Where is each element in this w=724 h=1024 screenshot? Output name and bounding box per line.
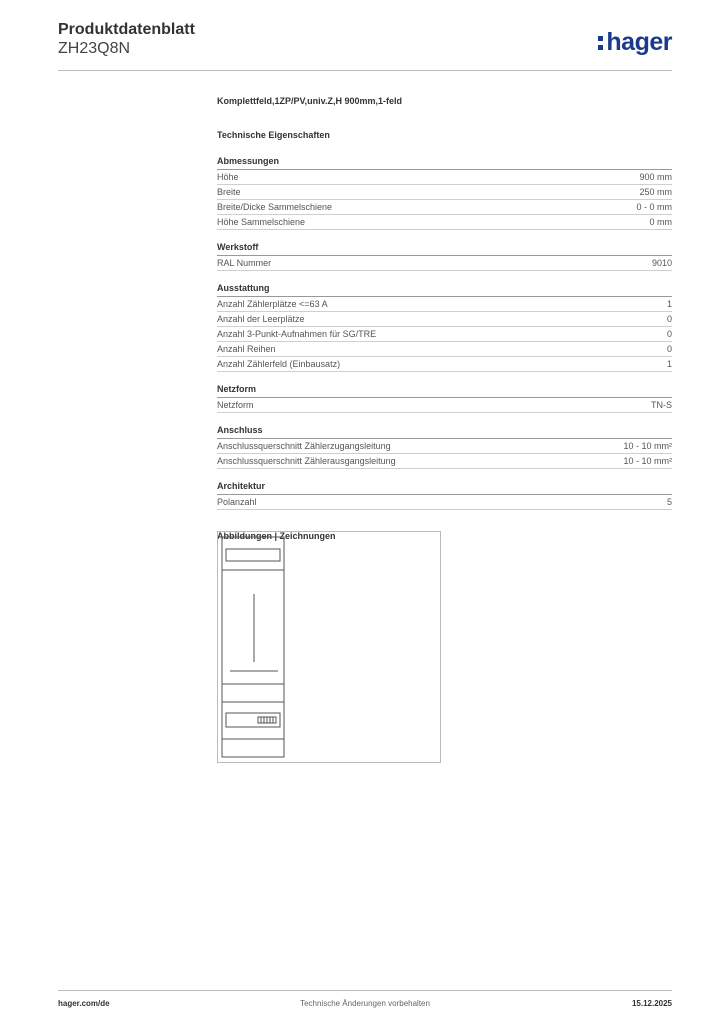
din-rail-module bbox=[226, 713, 280, 727]
property-row bbox=[217, 327, 672, 342]
property-value: 0 - 0 mm bbox=[636, 202, 672, 212]
property-label: Polanzahl bbox=[217, 497, 257, 507]
property-value: 5 bbox=[666, 497, 672, 507]
article-number: ZH23Q8N bbox=[58, 40, 131, 57]
property-value: 0 bbox=[666, 344, 672, 354]
property-row bbox=[217, 495, 672, 510]
hager-logo bbox=[598, 28, 672, 57]
property-row bbox=[217, 170, 672, 185]
document-title: Produktdatenblatt bbox=[58, 21, 195, 38]
property-row bbox=[217, 342, 672, 357]
group-title: Anschluss bbox=[217, 425, 672, 439]
logo-colon-icon bbox=[598, 33, 603, 52]
property-group bbox=[217, 425, 672, 469]
property-label: Breite bbox=[217, 187, 241, 197]
property-value: 1 bbox=[666, 299, 672, 309]
property-label: Anzahl 3-Punkt-Aufnahmen für SG/TRE bbox=[217, 329, 377, 339]
group-title: Abmessungen bbox=[217, 156, 672, 170]
property-group bbox=[217, 481, 672, 510]
property-value: 0 mm bbox=[649, 217, 672, 227]
property-value: 1 bbox=[666, 359, 672, 369]
group-title: Ausstattung bbox=[217, 283, 672, 297]
property-group bbox=[217, 156, 672, 230]
drawing-frame bbox=[217, 531, 441, 763]
property-groups bbox=[217, 156, 672, 510]
property-value: 250 mm bbox=[639, 187, 672, 197]
property-value: 10 - 10 mm² bbox=[623, 456, 672, 466]
property-row bbox=[217, 439, 672, 454]
property-group bbox=[217, 242, 672, 271]
page-header bbox=[58, 20, 672, 71]
group-title: Netzform bbox=[217, 384, 672, 398]
property-row bbox=[217, 200, 672, 215]
property-group bbox=[217, 384, 672, 413]
property-value: 10 - 10 mm² bbox=[623, 441, 672, 451]
product-description: Komplettfeld,1ZP/PV,univ.Z,H 900mm,1-feld bbox=[217, 96, 403, 106]
drawings-heading: Abbildungen | Zeichnungen bbox=[217, 531, 336, 541]
property-group bbox=[217, 283, 672, 372]
property-label: Anzahl Zählerplätze <=63 A bbox=[217, 299, 328, 309]
property-row bbox=[217, 215, 672, 230]
property-value: 0 bbox=[666, 314, 672, 324]
property-row bbox=[217, 185, 672, 200]
property-label: Netzform bbox=[217, 400, 254, 410]
property-value: 9010 bbox=[651, 258, 672, 268]
logo-text: hager bbox=[606, 28, 672, 56]
property-row bbox=[217, 297, 672, 312]
property-row bbox=[217, 312, 672, 327]
enclosure-drawing bbox=[218, 532, 440, 762]
property-value: TN-S bbox=[651, 400, 672, 410]
group-title: Architektur bbox=[217, 481, 672, 495]
property-label: Anzahl Zählerfeld (Einbausatz) bbox=[217, 359, 341, 369]
property-label: Anschlussquerschnitt Zählerausgangsleitung bbox=[217, 456, 396, 466]
property-value: 900 mm bbox=[639, 172, 672, 182]
property-label: Höhe bbox=[217, 172, 239, 182]
property-label: Anzahl Reihen bbox=[217, 344, 276, 354]
top-cover-slot bbox=[226, 549, 280, 561]
property-label: Anschlussquerschnitt Zählerzugangsleitung bbox=[217, 441, 391, 451]
property-label: Anzahl der Leerplätze bbox=[217, 314, 305, 324]
property-row bbox=[217, 357, 672, 372]
property-value: 0 bbox=[666, 329, 672, 339]
property-label: Breite/Dicke Sammelschiene bbox=[217, 202, 333, 212]
property-label: RAL Nummer bbox=[217, 258, 272, 268]
footer-date: 15.12.2025 bbox=[631, 999, 672, 1008]
property-row bbox=[217, 256, 672, 271]
property-label: Höhe Sammelschiene bbox=[217, 217, 306, 227]
footer-note: Technische Änderungen vorbehalten bbox=[300, 999, 430, 1008]
group-title: Werkstoff bbox=[217, 242, 672, 256]
property-row bbox=[217, 398, 672, 413]
footer-website: hager.com/de bbox=[58, 999, 110, 1008]
property-row bbox=[217, 454, 672, 469]
properties-heading: Technische Eigenschaften bbox=[217, 130, 330, 140]
datasheet-content bbox=[217, 96, 672, 541]
page-footer bbox=[58, 990, 672, 1011]
